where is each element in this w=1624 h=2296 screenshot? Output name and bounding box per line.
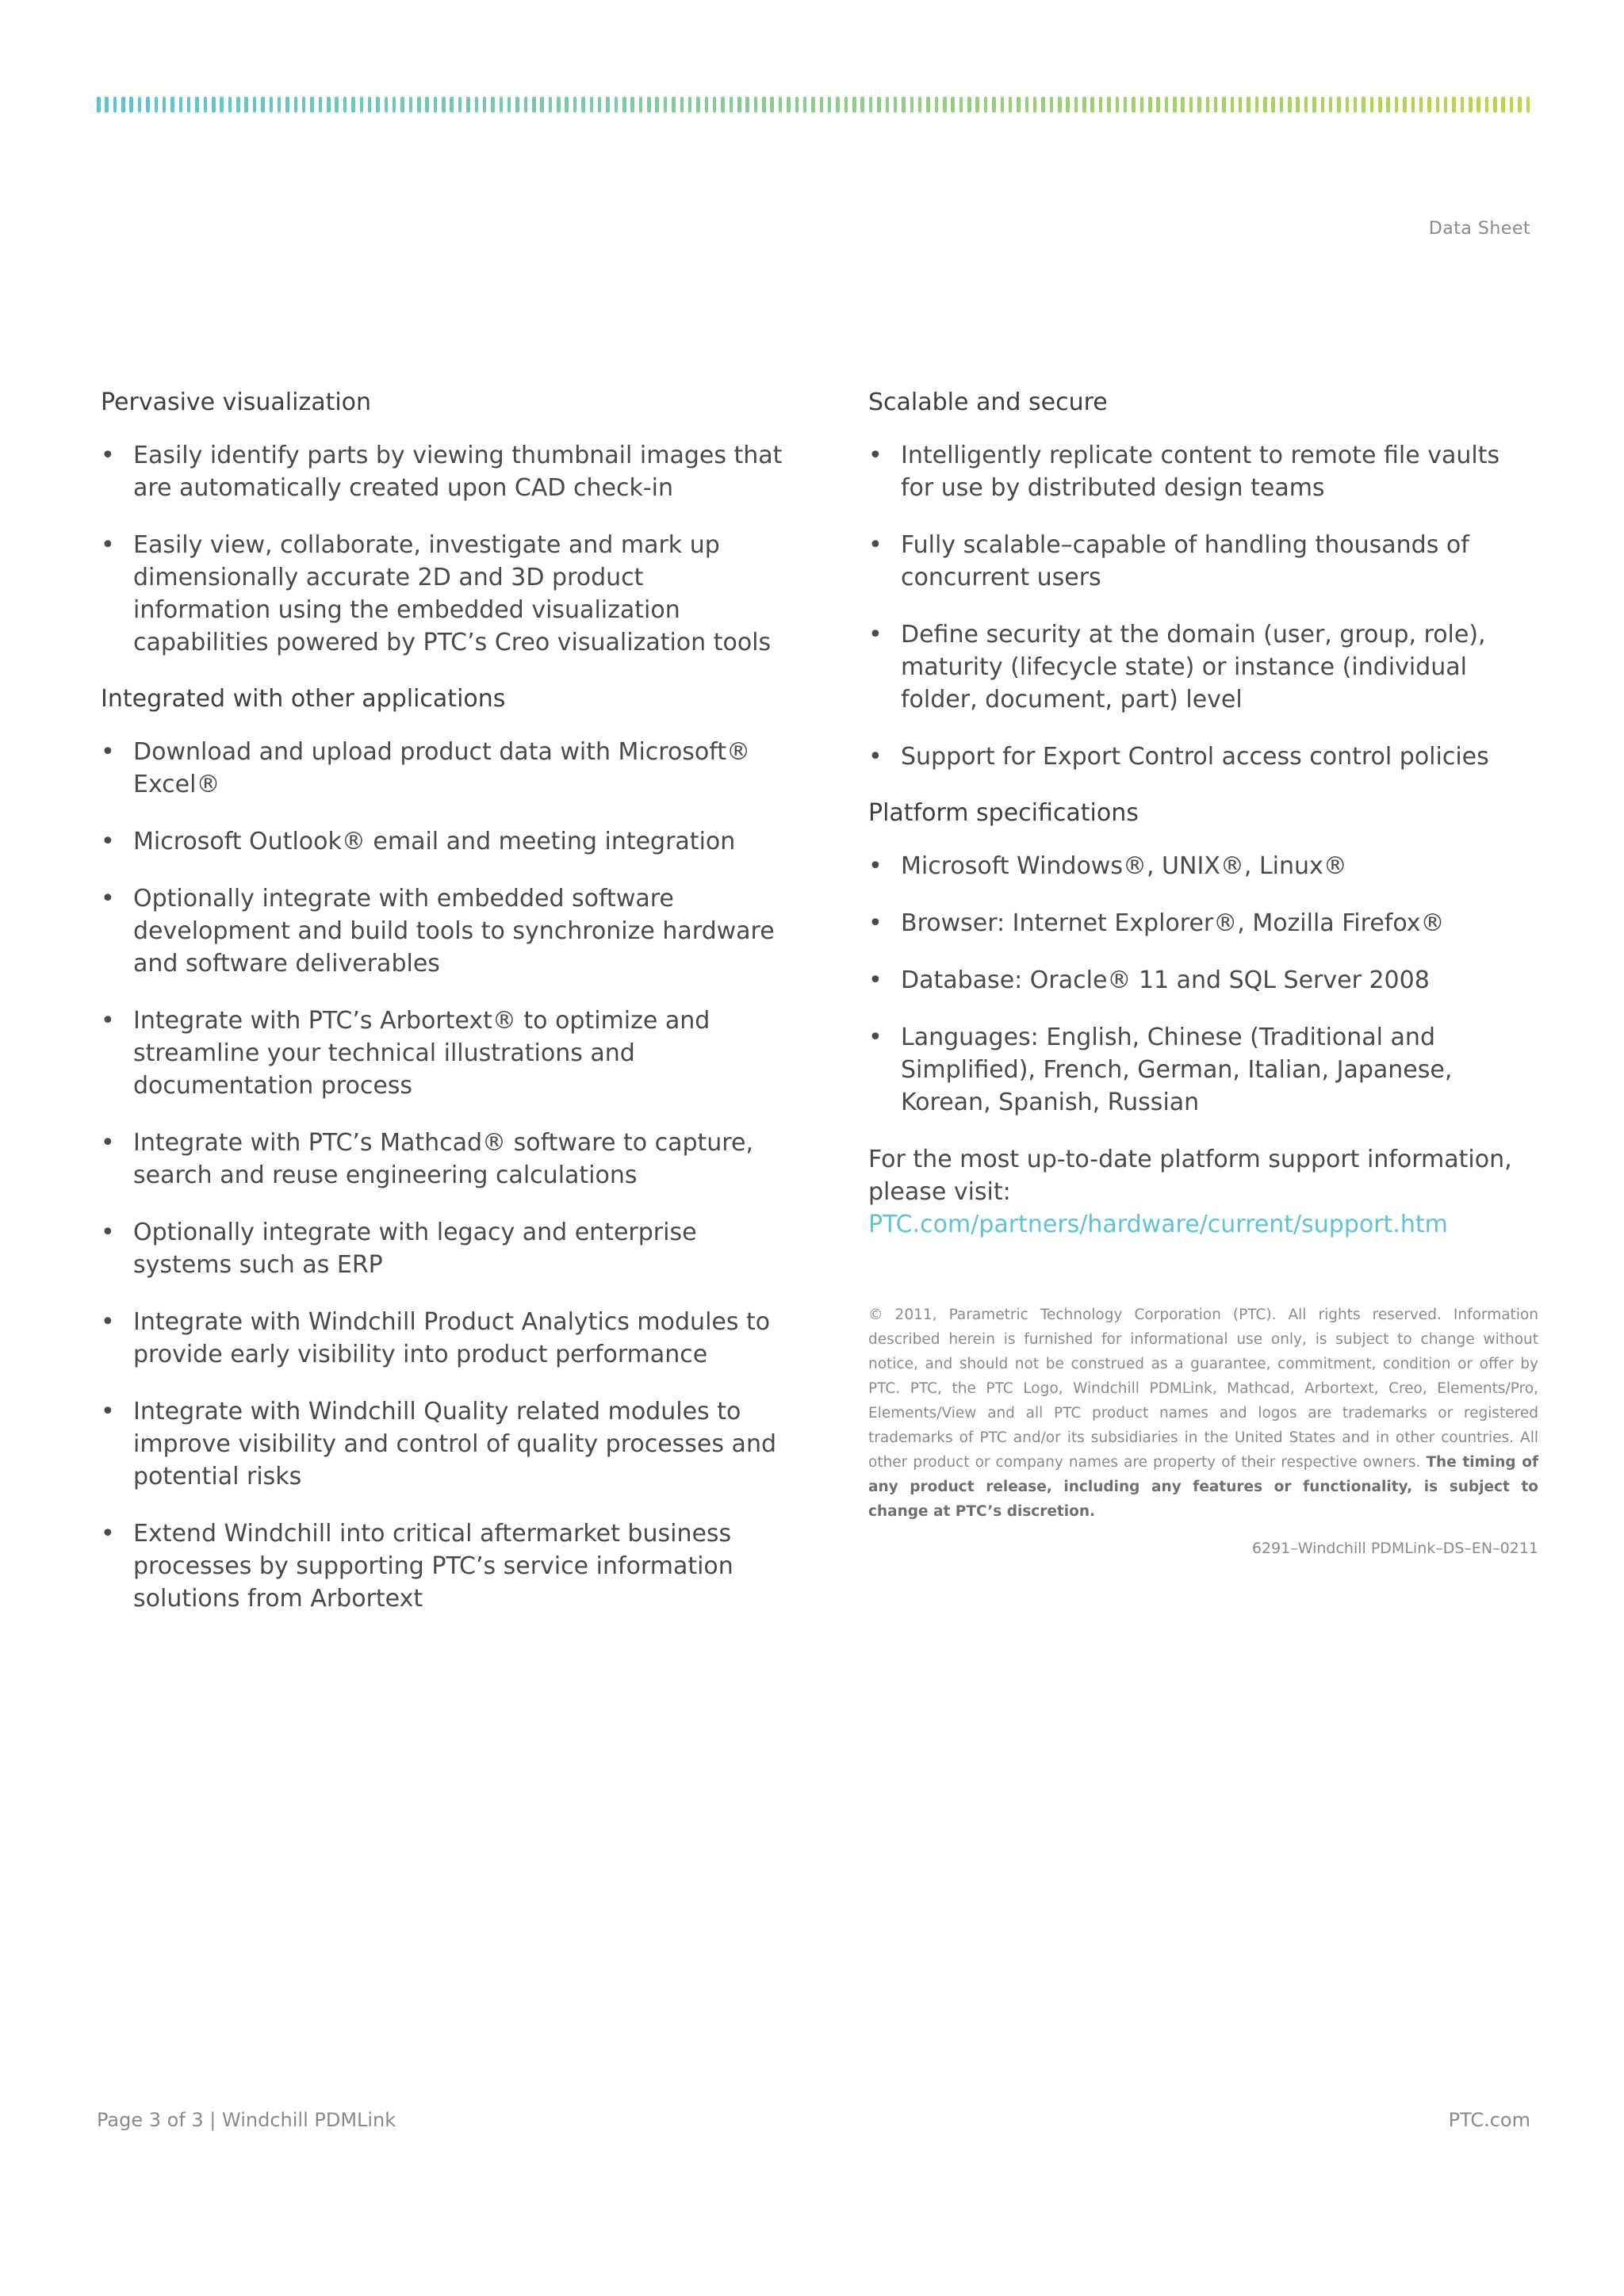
decorative-dot — [639, 97, 643, 113]
decorative-dot — [1124, 97, 1128, 113]
decorative-dot — [187, 97, 191, 113]
decorative-dot — [483, 97, 487, 113]
bullet-list-platform-specifications — [868, 850, 1538, 1119]
decorative-dot — [1148, 97, 1152, 113]
decorative-dot — [1386, 97, 1390, 113]
right-column — [868, 387, 1538, 1557]
decorative-dot — [860, 97, 864, 113]
decorative-dot — [959, 97, 963, 113]
decorative-dot — [811, 97, 815, 113]
legal-text: © 2011, Parametric Technology Corporation (PTC). All rights reserved. Information described herein is furnished for informational use only, is subject to change without notice, and should not be construed as a guarantee, commitment, condition or offer by PTC. PTC, the PTC Logo, Windchill PDMLink, Mathcad, Arbortext, Creo, Elements/Pro, Elements/View and all PTC product names and logos are trademarks or registered trademarks of PTC and/or its subsidiaries in the United States and in other countries. All other product or company names are property of their respective owners. — [868, 1307, 1538, 1471]
decorative-dot — [779, 97, 783, 113]
decorative-dot — [745, 97, 749, 113]
decorative-dot — [590, 97, 594, 113]
decorative-dot — [984, 97, 988, 113]
decorative-dot — [450, 97, 454, 113]
decorative-dot — [294, 97, 298, 113]
decorative-dot — [877, 97, 881, 113]
section-heading-integrated-applications: Integrated with other applications — [101, 685, 506, 713]
decorative-dot — [1518, 97, 1522, 113]
decorative-dot — [228, 97, 232, 113]
decorative-dot — [951, 97, 955, 113]
list-item: • Easily identify parts by viewing thumbnail images that are automatically created upon CAD check-in — [101, 439, 783, 504]
decorative-dot — [261, 97, 265, 113]
decorative-dot — [688, 97, 692, 113]
footer-page-info: Page 3 of 3 | Windchill PDMLink — [97, 2109, 396, 2131]
decorative-dot — [1346, 97, 1350, 113]
decorative-dot — [425, 97, 429, 113]
decorative-dot — [713, 97, 717, 113]
decorative-dot — [1058, 97, 1062, 113]
decorative-dot — [1239, 97, 1243, 113]
decorative-dot — [902, 97, 906, 113]
decorative-dot — [310, 97, 314, 113]
decorative-dot — [319, 97, 323, 113]
decorative-dot — [1132, 97, 1136, 113]
decorative-dot — [146, 97, 150, 113]
decorative-dot — [105, 97, 109, 113]
section-heading-scalable-secure: Scalable and secure — [868, 388, 1108, 416]
decorative-dot — [754, 97, 758, 113]
decorative-dot — [409, 97, 413, 113]
document-type-label: Data Sheet — [1428, 219, 1530, 239]
decorative-dot — [170, 97, 174, 113]
decorative-dot — [1082, 97, 1086, 113]
decorative-dot — [1009, 97, 1013, 113]
decorative-dot — [886, 97, 890, 113]
decorative-dot — [606, 97, 610, 113]
decorative-dot — [195, 97, 199, 113]
decorative-dot — [1362, 97, 1365, 113]
decorative-dot — [1321, 97, 1325, 113]
decorative-dot — [1255, 97, 1259, 113]
decorative-dot — [1452, 97, 1456, 113]
decorative-dot — [1107, 97, 1111, 113]
decorative-dot — [360, 97, 364, 113]
decorative-dot — [138, 97, 142, 113]
decorative-dot — [1436, 97, 1440, 113]
decorative-dot — [647, 97, 651, 113]
decorative-dot — [524, 97, 528, 113]
decorative-dot — [975, 97, 979, 113]
decorative-dot — [1116, 97, 1120, 113]
list-item: • Microsoft Outlook® email and meeting integration — [101, 825, 783, 858]
decorative-dot — [1025, 97, 1029, 113]
list-item: • Optionally integrate with legacy and enterprise systems such as ERP — [101, 1216, 783, 1281]
decorative-dot — [869, 97, 873, 113]
decorative-dot — [1510, 97, 1514, 113]
list-item: • Define security at the domain (user, group, role), maturity (lifecycle state) or instance (individual folder, document, part) level — [868, 618, 1538, 716]
decorative-dot — [845, 97, 848, 113]
decorative-dot — [696, 97, 700, 113]
decorative-dot — [327, 97, 331, 113]
decorative-dot — [549, 97, 553, 113]
decorative-dot — [967, 97, 971, 113]
decorative-dot — [770, 97, 774, 113]
support-link[interactable] — [868, 1211, 1448, 1238]
decorative-dot — [1231, 97, 1235, 113]
document-code: 6291–Windchill PDMLink–DS–EN–0211 — [1251, 1540, 1538, 1557]
decorative-dot — [491, 97, 495, 113]
decorative-dot — [458, 97, 462, 113]
decorative-dot — [1469, 97, 1473, 113]
list-item: • Fully scalable–capable of handling thousands of concurrent users — [868, 529, 1538, 594]
decorative-dot — [721, 97, 725, 113]
decorative-dot — [1156, 97, 1160, 113]
decorative-dot — [1329, 97, 1333, 113]
decorative-dot — [598, 97, 602, 113]
decorative-dot — [97, 97, 101, 113]
list-item: • Integrate with PTC’s Arbortext® to optimize and streamline your technical illustrations and documentation process — [101, 1004, 783, 1102]
decorative-dot — [220, 97, 224, 113]
list-item: • Languages: English, Chinese (Traditional and Simplified), French, German, Italian, Japanese, Korean, Spanish, Russian — [868, 1021, 1538, 1119]
decorative-dot — [1354, 97, 1358, 113]
decorative-dot — [1493, 97, 1497, 113]
decorative-dot — [351, 97, 355, 113]
platform-support-note — [868, 1143, 1538, 1241]
decorative-dot — [163, 97, 167, 113]
decorative-dot — [1140, 97, 1144, 113]
decorative-dot — [565, 97, 569, 113]
decorative-dot — [466, 97, 470, 113]
decorative-dot — [1411, 97, 1415, 113]
list-item: • Integrate with PTC’s Mathcad® software to capture, search and reuse engineering calculations — [101, 1127, 783, 1192]
decorative-dot — [335, 97, 339, 113]
decorative-dot — [1427, 97, 1431, 113]
list-item: • Extend Windchill into critical aftermarket business processes by supporting PTC’s service information solutions from Arbortext — [101, 1517, 783, 1615]
decorative-dot — [244, 97, 248, 113]
decorative-dot — [622, 97, 626, 113]
decorative-dot — [737, 97, 741, 113]
bullet-list-pervasive-visualization — [101, 439, 783, 659]
decorative-dot — [475, 97, 479, 113]
decorative-dot — [417, 97, 421, 113]
decorative-dot — [852, 97, 856, 113]
decorative-dot — [1247, 97, 1251, 113]
decorative-dot — [581, 97, 585, 113]
left-column — [101, 387, 783, 1640]
decorative-dot-bar — [97, 97, 1530, 113]
decorative-dot — [1033, 97, 1037, 113]
decorative-dot — [910, 97, 914, 113]
decorative-dot — [836, 97, 840, 113]
decorative-dot — [943, 97, 947, 113]
decorative-dot — [302, 97, 306, 113]
decorative-dot — [935, 97, 939, 113]
decorative-dot — [803, 97, 807, 113]
decorative-dot — [212, 97, 216, 113]
decorative-dot — [820, 97, 824, 113]
decorative-dot — [1461, 97, 1465, 113]
decorative-dot — [615, 97, 619, 113]
decorative-dot — [1444, 97, 1448, 113]
section-heading-platform-specifications: Platform specifications — [868, 799, 1139, 827]
footer-site-link[interactable]: PTC.com — [1448, 2109, 1530, 2131]
decorative-dot — [828, 97, 832, 113]
decorative-dot — [368, 97, 372, 113]
decorative-dot — [1370, 97, 1374, 113]
decorative-dot — [532, 97, 536, 113]
decorative-dot — [285, 97, 289, 113]
decorative-dot — [664, 97, 668, 113]
decorative-dot — [1312, 97, 1316, 113]
decorative-dot — [1485, 97, 1489, 113]
decorative-dot — [1197, 97, 1201, 113]
decorative-dot — [705, 97, 709, 113]
decorative-dot — [1099, 97, 1103, 113]
support-link-path: /partners/hardware/current/support.htm — [971, 1211, 1448, 1238]
decorative-dot — [762, 97, 766, 113]
section-heading-pervasive-visualization: Pervasive visualization — [101, 388, 372, 416]
decorative-dot — [393, 97, 396, 113]
decorative-dot — [918, 97, 922, 113]
decorative-dot — [1501, 97, 1505, 113]
decorative-dot — [1280, 97, 1284, 113]
decorative-dot — [787, 97, 791, 113]
decorative-dot — [992, 97, 996, 113]
decorative-dot — [1074, 97, 1078, 113]
decorative-dot — [204, 97, 208, 113]
decorative-dot — [121, 97, 125, 113]
bullet-list-scalable-secure — [868, 439, 1538, 773]
decorative-dot — [894, 97, 898, 113]
list-item: • Microsoft Windows®, UNIX®, Linux® — [868, 850, 1538, 882]
decorative-dot — [434, 97, 438, 113]
decorative-dot — [1395, 97, 1399, 113]
decorative-dot — [1189, 97, 1193, 113]
decorative-dot — [655, 97, 659, 113]
decorative-dot — [1181, 97, 1185, 113]
decorative-dot — [236, 97, 240, 113]
decorative-dot — [1090, 97, 1094, 113]
decorative-dot — [630, 97, 634, 113]
list-item: • Easily view, collaborate, investigate and mark up dimensionally accurate 2D and 3D product information using the embedded visualization capabilities powered by PTC’s Creo visualization tools — [101, 529, 783, 659]
legal-bold-text: The timing of any product release, including any features or functionality, is subject to change at PTC’s discretion. — [868, 1454, 1538, 1520]
decorative-dot — [270, 97, 274, 113]
list-item: • Browser: Internet Explorer®, Mozilla Firefox® — [868, 907, 1538, 939]
list-item: • Intelligently replicate content to remote file vaults for use by distributed design teams — [868, 439, 1538, 504]
decorative-dot — [1001, 97, 1005, 113]
bullet-list-integrated-applications — [101, 736, 783, 1615]
decorative-dot — [1263, 97, 1267, 113]
decorative-dot — [508, 97, 511, 113]
decorative-dot — [1477, 97, 1480, 113]
decorative-dot — [672, 97, 676, 113]
decorative-dot — [1173, 97, 1177, 113]
decorative-dot — [795, 97, 799, 113]
decorative-dot — [1337, 97, 1341, 113]
decorative-dot — [1288, 97, 1292, 113]
decorative-dot — [1403, 97, 1407, 113]
decorative-dot — [278, 97, 282, 113]
decorative-dot — [1304, 97, 1308, 113]
decorative-dot — [1222, 97, 1226, 113]
decorative-dot — [500, 97, 504, 113]
decorative-dot — [1165, 97, 1169, 113]
decorative-dot — [926, 97, 930, 113]
decorative-dot — [442, 97, 446, 113]
decorative-dot — [1271, 97, 1275, 113]
decorative-dot — [730, 97, 733, 113]
legal-notice — [868, 1303, 1538, 1524]
decorative-dot — [1296, 97, 1300, 113]
decorative-dot — [540, 97, 544, 113]
decorative-dot — [1066, 97, 1070, 113]
list-item: • Optionally integrate with embedded software development and build tools to synchronize hardware and software deliverables — [101, 882, 783, 980]
decorative-dot — [113, 97, 117, 113]
list-item: • Support for Export Control access control policies — [868, 740, 1538, 773]
decorative-dot — [253, 97, 257, 113]
decorative-dot — [1526, 97, 1530, 113]
decorative-dot — [557, 97, 561, 113]
list-item: • Download and upload product data with Microsoft® Excel® — [101, 736, 783, 801]
list-item: • Integrate with Windchill Product Analytics modules to provide early visibility into product performance — [101, 1306, 783, 1371]
decorative-dot — [1214, 97, 1218, 113]
decorative-dot — [400, 97, 404, 113]
decorative-dot — [1378, 97, 1382, 113]
decorative-dot — [680, 97, 684, 113]
decorative-dot — [1419, 97, 1423, 113]
list-item: • Database: Oracle® 11 and SQL Server 2008 — [868, 964, 1538, 997]
decorative-dot — [1206, 97, 1210, 113]
support-link-domain: PTC.com — [868, 1211, 971, 1238]
decorative-dot — [343, 97, 347, 113]
decorative-dot — [129, 97, 133, 113]
decorative-dot — [376, 97, 380, 113]
decorative-dot — [385, 97, 389, 113]
list-item: • Integrate with Windchill Quality related modules to improve visibility and control of quality processes and potential risks — [101, 1395, 783, 1493]
decorative-dot — [1017, 97, 1021, 113]
decorative-dot — [573, 97, 577, 113]
decorative-dot — [155, 97, 159, 113]
support-text: For the most up-to-date platform support information, please visit: — [868, 1146, 1512, 1206]
decorative-dot — [1050, 97, 1054, 113]
decorative-dot — [1041, 97, 1045, 113]
decorative-dot — [515, 97, 519, 113]
decorative-dot — [179, 97, 183, 113]
